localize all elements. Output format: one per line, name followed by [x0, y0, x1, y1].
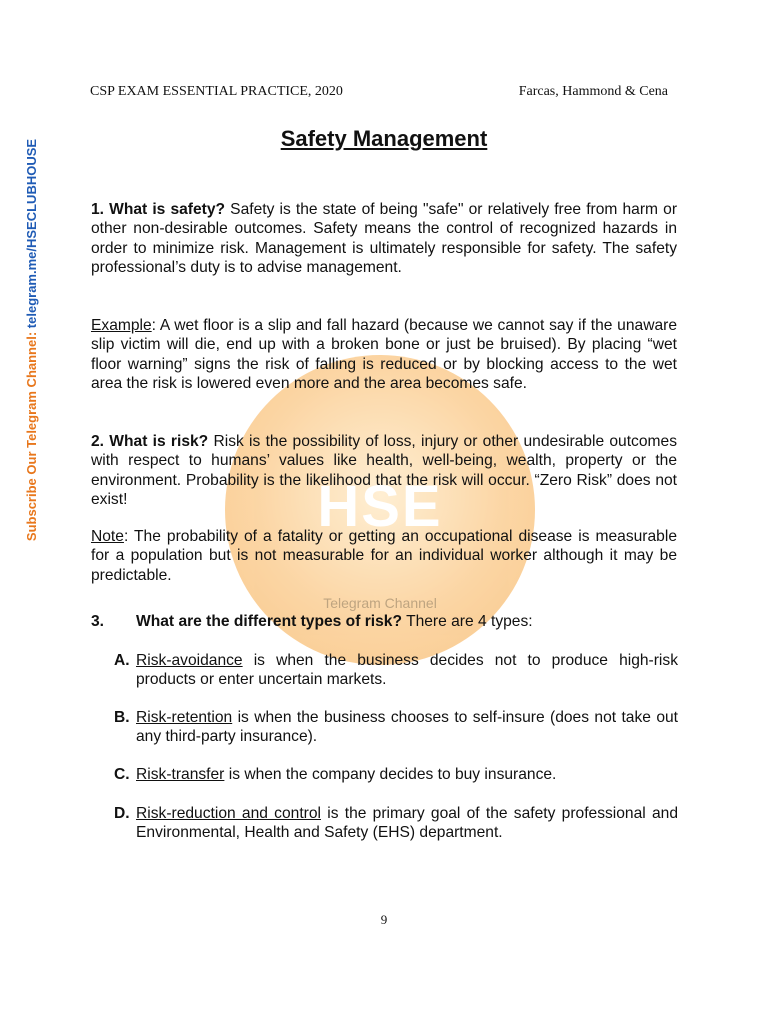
- risk-type-d: [114, 804, 678, 843]
- section-what-is-risk: [91, 432, 677, 510]
- example-body: : A wet floor is a slip and fall hazard (because we cannot say if the unaware slip victim will die, end up with a broken bone or just be bruised). By placing “wet floor warning” signs the risk of falling is reduced or by blocking access to the wet area the risk is lowered even more and the area becomes safe.: [91, 317, 677, 393]
- section-note: [91, 527, 677, 585]
- q2-body: Risk is the possibility of loss, injury or other undesirable outcomes with respect to humans’ values like health, well-being, wealth, property or the environment. Probability is the likelihood that the risk will occur. “Zero Risk” does not exist!: [91, 433, 677, 509]
- item-desc: is when the company decides to buy insurance.: [224, 766, 557, 783]
- list-item: [114, 651, 678, 690]
- q1-heading: 1. What is safety?: [91, 201, 226, 218]
- side-banner: [22, 135, 42, 545]
- risk-type-b: [114, 708, 678, 747]
- item-text: [136, 765, 678, 784]
- page-title: Safety Management: [280, 126, 488, 151]
- side-banner-prefix: Subscribe Our Telegram Channel:: [24, 328, 39, 542]
- item-text: [136, 708, 678, 747]
- header-left: CSP EXAM ESSENTIAL PRACTICE, 2020: [90, 84, 343, 99]
- item-text: [136, 804, 678, 843]
- note-label: Note: [91, 528, 124, 545]
- item-letter: A.: [114, 652, 130, 669]
- item-letter: D.: [114, 805, 130, 822]
- watermark-text: HSE: [317, 474, 443, 539]
- item-desc: is the primary goal of the safety professional and Environmental, Health and Safety (EHS) department.: [136, 805, 678, 842]
- watermark-sub: Telegram Channel: [323, 595, 437, 611]
- item-text: [136, 651, 678, 690]
- risk-type-a: [114, 651, 678, 690]
- side-banner-text: [22, 135, 42, 545]
- q1-paragraph: [91, 200, 677, 278]
- item-term: Risk-retention: [136, 709, 233, 726]
- list-item: [114, 708, 678, 747]
- item-desc: is when the business chooses to self-insure (does not take out any third-party insurance).: [136, 709, 678, 746]
- item-letter: B.: [114, 709, 130, 726]
- section-types-of-risk: [91, 612, 677, 631]
- list-item: [114, 804, 678, 843]
- q2-heading: 2. What is risk?: [91, 433, 209, 450]
- header-right: Farcas, Hammond & Cena: [518, 84, 668, 99]
- q2-paragraph: [91, 432, 677, 510]
- page-header: [90, 84, 668, 100]
- note-body: : The probability of a fatality or getting an occupational disease is measurable for a population but is not measurable for an individual worker although it may be predictable.: [91, 528, 677, 584]
- risk-type-c: [114, 765, 678, 784]
- side-banner-link[interactable]: telegram.me/HSECLUBHOUSE: [24, 138, 39, 329]
- item-term: Risk-reduction and control: [136, 805, 321, 822]
- list-item: [114, 765, 678, 784]
- q1-body: Safety is the state of being "safe" or relatively free from harm or other non-desirable outcomes. Safety means the control of recognized hazards in order to minimize risk. Management is ultimately responsible for safety. The safety professional’s duty is to advise management.: [91, 201, 678, 277]
- example-label: Example: [91, 317, 152, 334]
- q3-rest: There are 4 types:: [402, 613, 533, 630]
- note-paragraph: [91, 527, 677, 585]
- section-example: [91, 316, 677, 394]
- item-term: Risk-avoidance: [136, 652, 243, 669]
- section-what-is-safety: [91, 200, 677, 278]
- item-letter: C.: [114, 766, 130, 783]
- q3-number: 3.: [91, 613, 105, 630]
- q3-heading: What are the different types of risk?: [136, 613, 403, 630]
- example-paragraph: [91, 316, 677, 394]
- page-number: 9: [380, 912, 388, 927]
- item-desc: is when the business decides not to produce high-risk products or enter uncertain markets.: [136, 652, 678, 689]
- item-term: Risk-transfer: [136, 766, 225, 783]
